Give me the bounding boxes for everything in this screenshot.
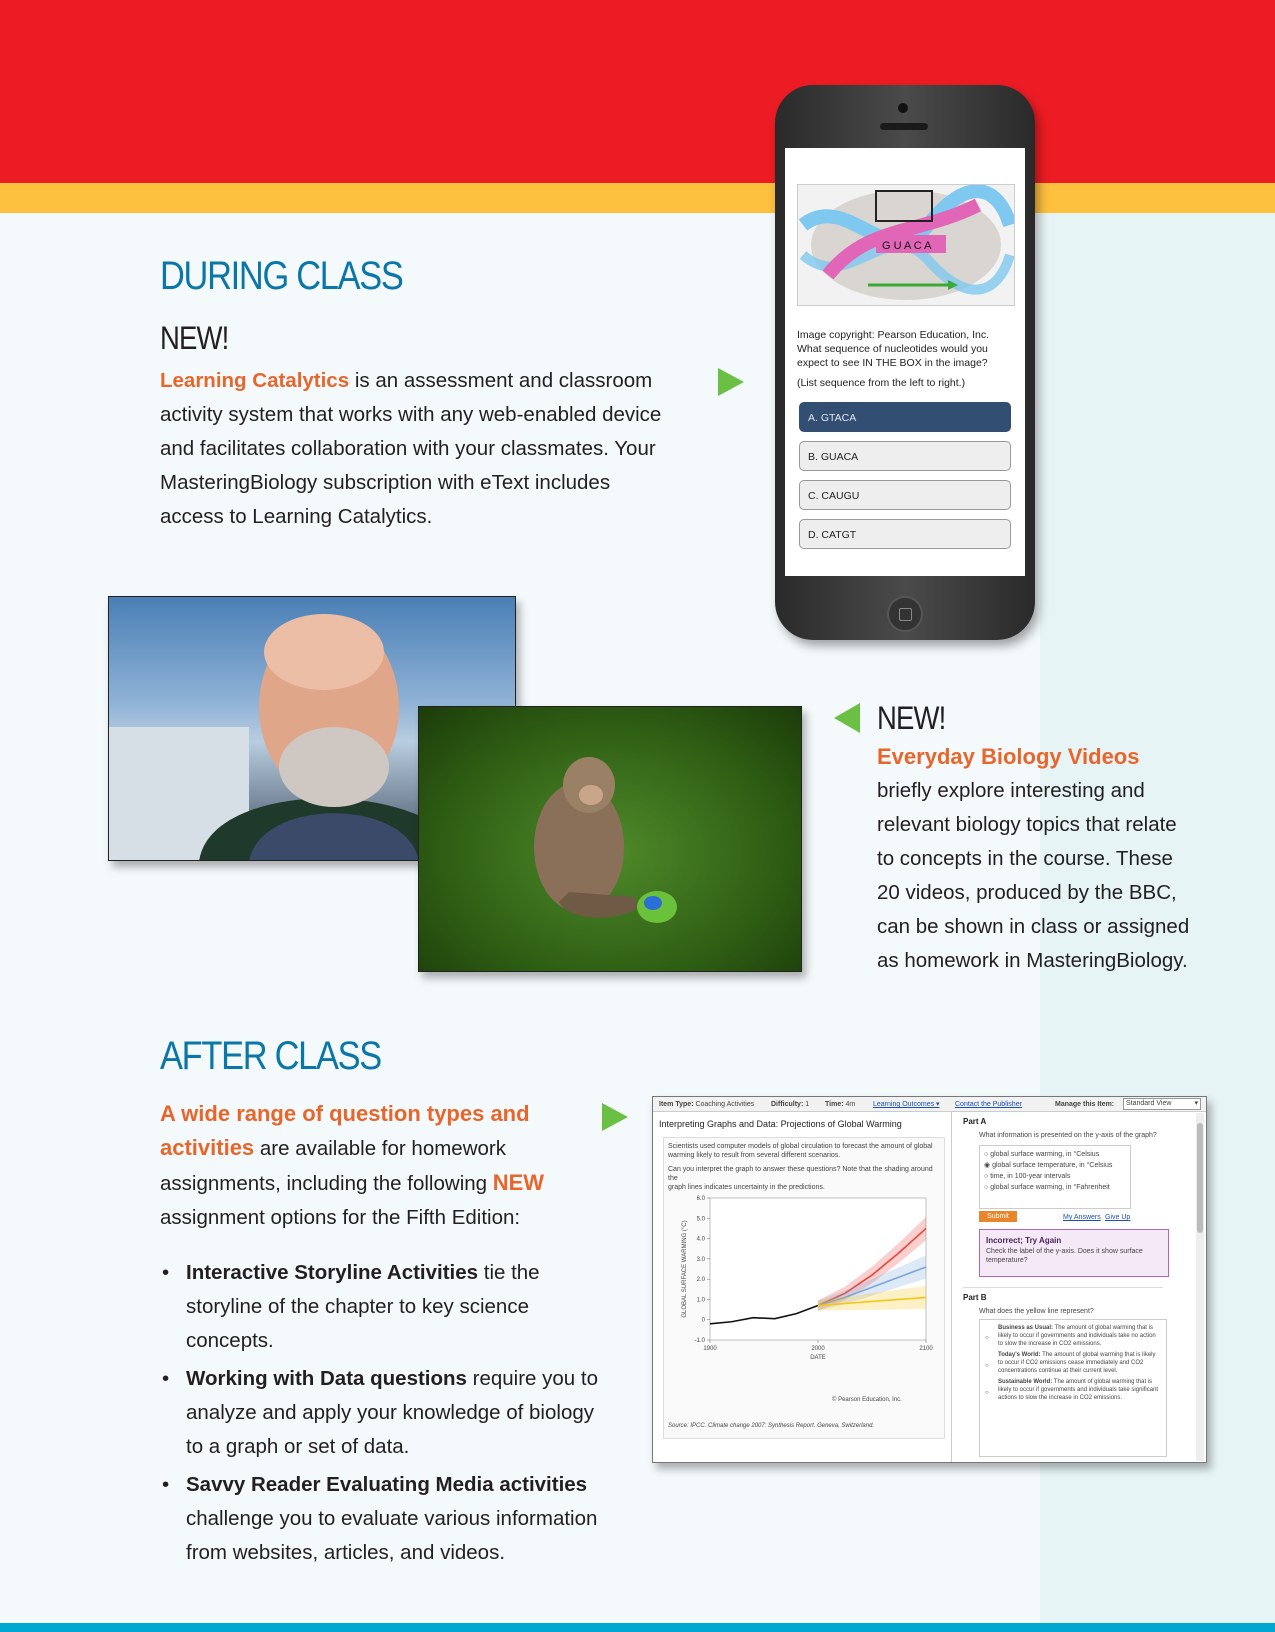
answer-option-d[interactable]: D. CATGT bbox=[799, 519, 1011, 549]
videos-new-label: NEW! bbox=[877, 700, 946, 736]
item-toolbar: Item Type: Coaching Activities Difficulty: 1 Time: 4m Learning Outcomes ▾ Contact the Publisher Manage this Item: Standard View ▾ bbox=[653, 1097, 1206, 1112]
answer-option-b[interactable]: B. GUACA bbox=[799, 441, 1011, 471]
my-answers-link[interactable]: My Answers bbox=[1063, 1214, 1101, 1221]
radio-option[interactable]: ○ time, in 100-year intervals bbox=[984, 1173, 1071, 1180]
phone-question: Image copyright: Pearson Education, Inc. What sequence of nucleotides would you expect to see IN THE BOX in the image? bbox=[797, 329, 990, 369]
yellow-stripe bbox=[0, 183, 1275, 213]
y-tick-label: 6.0 bbox=[696, 1196, 705, 1202]
y-tick-label: -1.0 bbox=[694, 1338, 705, 1344]
mastering-screenshot: Item Type: Coaching Activities Difficulty: 1 Time: 4m Learning Outcomes ▾ Contact the Publisher Manage this Item: Standard View ▾ Interpreting Graphs and Data: Projections of Global Warming Scientists used computer models of global circulation to forecast the amount of global warming likely to result from several different scenarios. Can you interpret the graph to answer these questions? Note that the shading around the graph lines indicates uncertainty in the predictions. 6.0 5.0 4.0 3.0 2.0 1.0 0 -1.0 1900 2000 2100 DATE GLOBAL SURFACE WARMING (°C) © Pearson Education, Inc. Source: IPCC. Climate change 2007: Synthesis Report. Geneva, Switzerland. Part A What information is presented on the y-axis of the graph? ○ global surface warming, in °Celsius ◉ global surface temperature, in °Celsius ○ time, in 100-year intervals ○ global surface warming, in °Fahrenheit Submit My Answers Give Up Incorrect; Try Again Check the label of the y-axis. Does it show surface temperature? Part B What does the yellow line represent? ○ Business as Usual: The amount of global warming that is likely to occur if governments and individuals take no action to slow the increase in CO2 emissions. ○ Today's World: The amount of global warming that is likely to occur if CO2 emissions cease immediately and CO2 concentrations continue at their current level. ○ Sustainable World: The amount of global warming that is likely to occur if governments and individuals take significant actions to slow the increase in CO2 emissions. bbox=[652, 1096, 1207, 1463]
bullet-item: • Interactive Storyline Activities tie the storyline of the chapter to key science concepts. bbox=[160, 1256, 630, 1358]
monkey-photo bbox=[418, 706, 802, 972]
learning-catalytics-name: Learning Catalytics bbox=[160, 369, 350, 392]
dna-sequence-label: G U A C A bbox=[882, 240, 932, 252]
y-tick-label: 2.0 bbox=[696, 1277, 705, 1284]
contact-publisher-link[interactable]: Contact the Publisher bbox=[955, 1101, 1022, 1108]
dna-helix-image bbox=[798, 185, 1014, 305]
y-tick-label: 5.0 bbox=[696, 1216, 705, 1223]
answer-option-a[interactable]: A. GTACA bbox=[799, 402, 1011, 432]
submit-button[interactable]: Submit bbox=[979, 1211, 1017, 1222]
camera-icon bbox=[898, 103, 908, 113]
videos-paragraph: Everyday Biology Videos briefly explore interesting and relevant biology topics that relate to concepts in the course. These 20 videos, produced by the BBC, can be shown in class or assigned as homework in MasteringBiology. bbox=[877, 740, 1247, 978]
during-new-label: NEW! bbox=[160, 320, 229, 356]
x-tick-label: 2000 bbox=[811, 1346, 825, 1352]
x-axis-label: DATE bbox=[810, 1355, 826, 1361]
after-class-intro: A wide range of question types and activities are available for homework assignments, including the following NEW assignment options for the Fifth Edition: bbox=[160, 1101, 545, 1229]
view-select[interactable]: Standard View ▾ bbox=[1123, 1098, 1201, 1110]
speaker-grille bbox=[880, 123, 928, 130]
scrollbar-thumb[interactable] bbox=[1197, 1123, 1203, 1233]
y-axis-label: GLOBAL SURFACE WARMING (°C) bbox=[682, 1220, 688, 1318]
bullet-item: • Working with Data questions require you to analyze and apply your knowledge of biology to a graph or set of data. bbox=[160, 1362, 630, 1464]
bullet-dot: • bbox=[162, 1473, 170, 1496]
top-red-band bbox=[0, 0, 1275, 183]
answer-option-c[interactable]: C. CAUGU bbox=[799, 480, 1011, 510]
x-tick-label: 2100 bbox=[919, 1346, 933, 1352]
part-b-label: Part B bbox=[963, 1293, 987, 1302]
dna-illustration bbox=[797, 184, 1015, 306]
y-tick-label: 1.0 bbox=[696, 1297, 705, 1304]
learning-outcomes-link[interactable]: Learning Outcomes ▾ bbox=[873, 1101, 940, 1108]
activity-title: Interpreting Graphs and Data: Projections of Global Warming bbox=[659, 1119, 902, 1129]
arrow-right-icon bbox=[718, 368, 744, 396]
phone-mockup bbox=[775, 85, 1035, 640]
part-a-options bbox=[979, 1145, 1131, 1209]
radio-option[interactable]: ○ global surface warming, in °Celsius bbox=[984, 1151, 1100, 1158]
radio-option[interactable]: ○ global surface warming, in °Fahrenheit bbox=[984, 1184, 1110, 1191]
radio-option[interactable]: ○ Sustainable World: The amount of global warming that is likely to occur if governments and individuals take significant actions to slow the increase in CO2 emissions. bbox=[985, 1379, 1159, 1401]
learning-catalytics-paragraph: Learning Catalytics is an assessment and classroom activity system that works with any web-enabled device and facilitates collaboration with your classmates. Your MasteringBiology subscription with eText includes access to Learning Catalytics. bbox=[160, 369, 662, 528]
radio-option[interactable]: ◉ global surface temperature, in °Celsius bbox=[984, 1162, 1113, 1169]
graph-panel: Scientists used computer models of global circulation to forecast the amount of global warming likely to result from several different scenarios. Can you interpret the graph to answer these questions? Note that the shading around the graph lines indicates uncertainty in the predictions. 6.0 5.0 4.0 3.0 2.0 1.0 0 -1.0 1900 2000 2100 DATE GLOBAL SURFACE WARMING (°C) © Pearson Education, Inc. Source: IPCC. Climate change 2007: Synthesis Report. Geneva, Switzerland. bbox=[663, 1137, 945, 1439]
global-warming-chart bbox=[664, 1190, 944, 1390]
arrow-left-icon bbox=[834, 703, 860, 733]
y-tick-label: 3.0 bbox=[696, 1256, 705, 1263]
radio-option[interactable]: ○ Today's World: The amount of global warming that is likely to occur if CO2 emissions cease immediately and CO2 concentrations continue at their current level. bbox=[985, 1352, 1156, 1374]
scrollbar[interactable] bbox=[1196, 1113, 1204, 1461]
y-tick-label: 0 bbox=[701, 1317, 705, 1324]
phone-instruction: (List sequence from the left to right.) bbox=[797, 377, 966, 389]
radio-option[interactable]: ○ Business as Usual: The amount of global warming that is likely to occur if governments and individuals take no action to slow the increase in CO2 emissions. bbox=[985, 1325, 1156, 1347]
plot-area bbox=[710, 1198, 926, 1340]
give-up-link[interactable]: Give Up bbox=[1105, 1214, 1131, 1221]
bullet-dot: • bbox=[162, 1261, 170, 1284]
phone-screen bbox=[785, 148, 1025, 576]
y-tick-label: 4.0 bbox=[696, 1236, 705, 1243]
chart-copyright: © Pearson Education, Inc. bbox=[832, 1397, 902, 1403]
arrow-right-icon bbox=[602, 1103, 628, 1131]
bullet-dot: • bbox=[162, 1367, 170, 1390]
videos-title: Everyday Biology Videos bbox=[877, 744, 1140, 769]
feedback-box: Incorrect; Try Again Check the label of the y-axis. Does it show surface temperature? bbox=[979, 1229, 1169, 1277]
bullet-list bbox=[160, 1256, 630, 1570]
chart-source: Source: IPCC. Climate change 2007: Synthesis Report. Geneva, Switzerland. bbox=[668, 1423, 875, 1429]
monkey-image bbox=[419, 707, 802, 972]
x-tick-label: 1900 bbox=[703, 1346, 717, 1352]
during-class-heading: DURING CLASS bbox=[160, 254, 403, 298]
bottom-blue-bar bbox=[0, 1623, 1275, 1632]
home-button[interactable] bbox=[887, 596, 923, 632]
bullet-item: • Savvy Reader Evaluating Media activities challenge you to evaluate various information from websites, articles, and videos. bbox=[160, 1468, 630, 1570]
part-a-label: Part A bbox=[963, 1117, 987, 1126]
after-class-heading: AFTER CLASS bbox=[160, 1034, 381, 1078]
part-b-options bbox=[979, 1319, 1167, 1457]
